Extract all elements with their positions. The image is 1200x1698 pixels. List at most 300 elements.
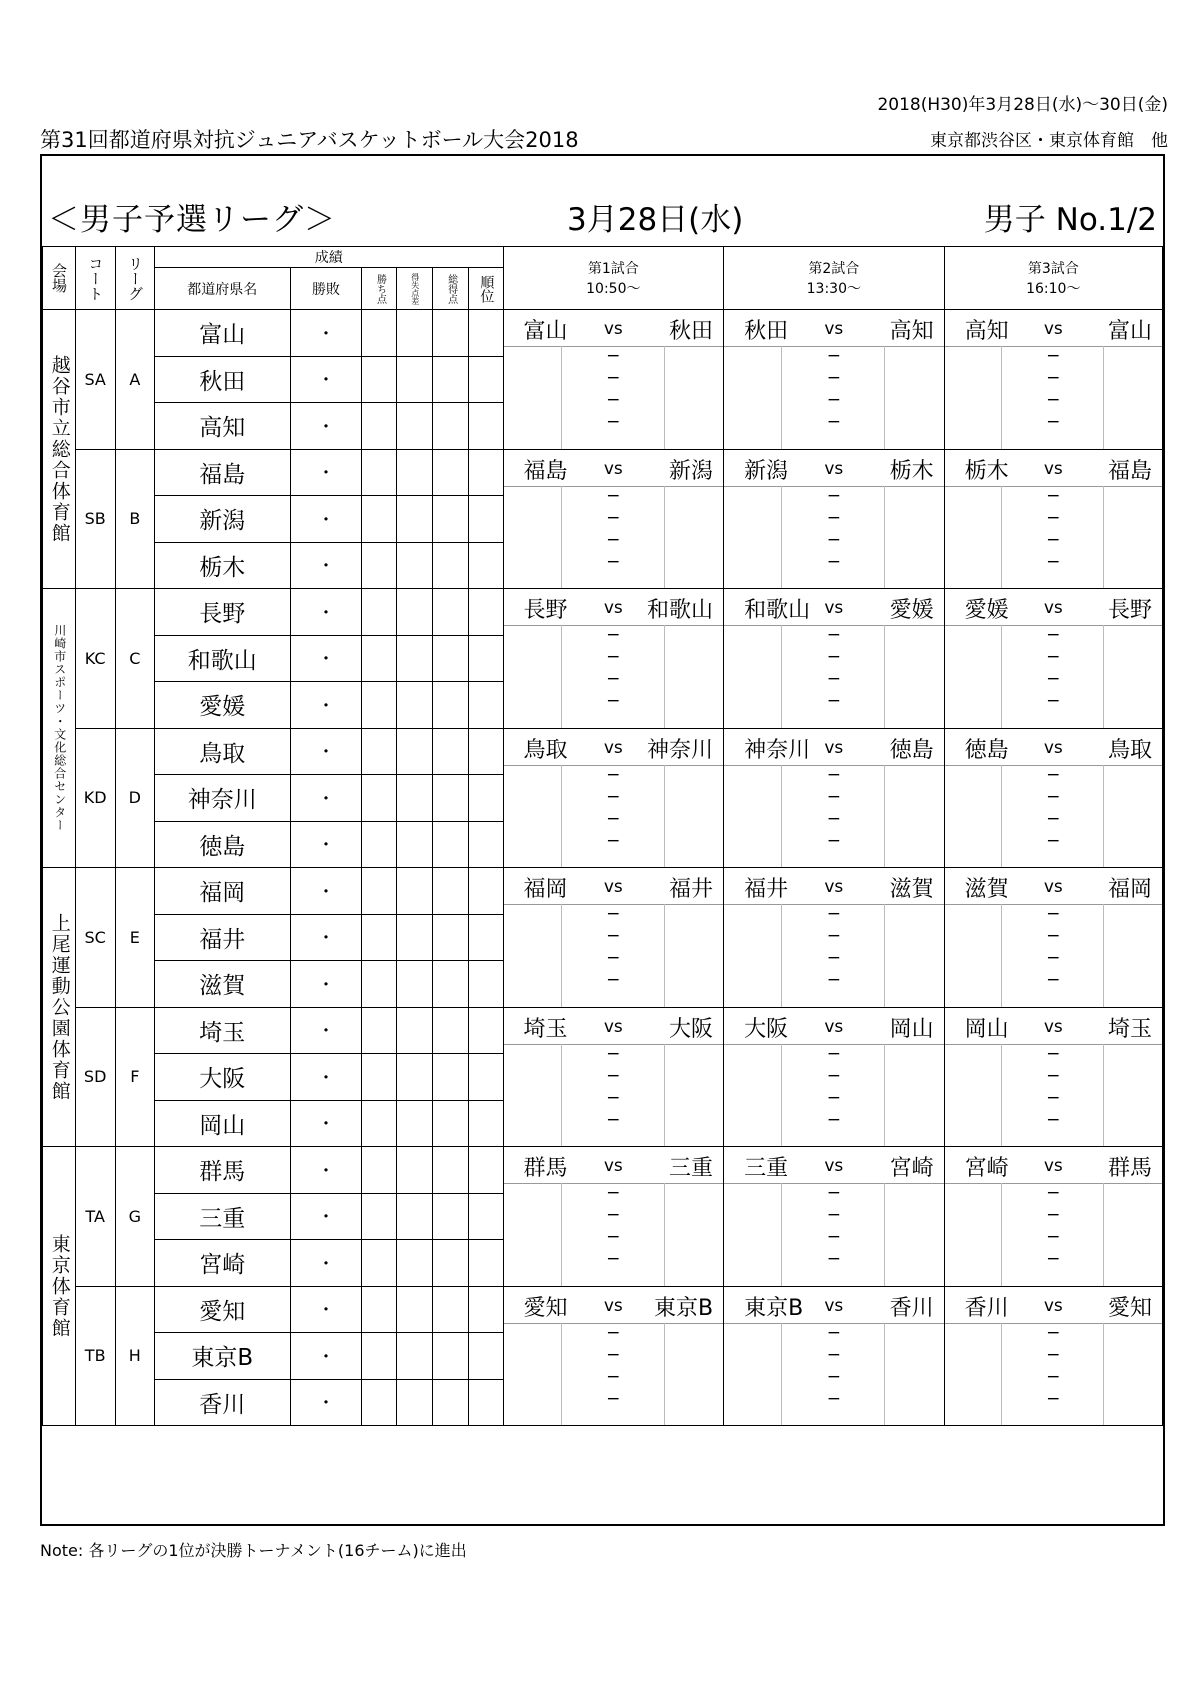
score-divider [884, 904, 885, 1007]
point-diff-cell [397, 1007, 433, 1054]
match-cell [944, 728, 1162, 868]
rank-cell [468, 728, 503, 775]
score-area [945, 1044, 1162, 1147]
point-diff-cell [397, 961, 433, 1008]
table-row [43, 868, 1163, 915]
score-dash: − [1046, 1065, 1061, 1086]
away-team: 愛媛 [889, 598, 934, 623]
point-diff-cell [397, 1054, 433, 1101]
score-dash: − [826, 1087, 841, 1108]
home-team: 神奈川 [744, 737, 811, 763]
match-cell [944, 310, 1162, 450]
court-cell: SD [75, 1007, 115, 1147]
match-header [724, 1287, 944, 1324]
score-dash: − [826, 485, 841, 506]
score-dash: − [606, 948, 621, 968]
score-dash: − [826, 1109, 841, 1130]
score-dash: − [1046, 1344, 1061, 1365]
team-name: 群馬 [154, 1147, 290, 1194]
league-table-body [43, 310, 1163, 1426]
win-points-cell [362, 1100, 397, 1147]
score-dash: − [1046, 786, 1061, 807]
rank-cell [468, 310, 503, 357]
score-divider [561, 904, 562, 1007]
score-dash: − [1046, 507, 1061, 528]
score-dash: − [1046, 346, 1061, 366]
point-diff-cell [397, 821, 433, 868]
rank-cell [468, 1147, 503, 1194]
score-divider [1001, 625, 1002, 728]
away-team: 東京B [653, 1295, 714, 1321]
vs-label: vs [1043, 458, 1063, 479]
total-points-cell [432, 1240, 468, 1287]
vs-label: vs [824, 1156, 844, 1176]
match-header [504, 1008, 724, 1045]
total-points-cell [432, 1100, 468, 1147]
score-dash: − [1046, 412, 1061, 432]
match-header [945, 1147, 1162, 1184]
score-dash: − [1046, 1183, 1061, 1203]
vs-label: vs [1043, 1016, 1063, 1037]
match-cell [944, 589, 1162, 729]
score-area [724, 486, 944, 589]
col-game2: 第2試合 13:30〜 [724, 247, 945, 310]
match-cell [503, 728, 724, 868]
match-cell [724, 589, 945, 729]
win-points-cell [362, 449, 397, 496]
rank-cell [468, 682, 503, 729]
vs-label: vs [603, 458, 623, 479]
score-divider [561, 346, 562, 449]
score-divider [1103, 486, 1104, 589]
score-dash: − [606, 1065, 621, 1086]
score-dash: − [606, 808, 621, 829]
score-divider [664, 1323, 665, 1426]
win-loss-cell: ・ [290, 310, 362, 357]
score-dash: − [1046, 691, 1061, 711]
venue-cell: 上尾運動公園体育館 [43, 868, 76, 1147]
score-dash: − [826, 691, 841, 711]
score-dash: − [826, 786, 841, 807]
score-dash: − [1046, 904, 1061, 924]
team-name: 香川 [154, 1379, 290, 1426]
win-loss-cell: ・ [290, 1193, 362, 1240]
score-area [724, 346, 944, 449]
score-dash: − [606, 1322, 621, 1343]
score-dash: − [1046, 830, 1061, 851]
rank-cell [468, 1100, 503, 1147]
match-cell [503, 868, 724, 1008]
score-divider [561, 1044, 562, 1147]
win-points-cell [362, 1333, 397, 1380]
home-team: 新潟 [744, 458, 789, 484]
score-divider [1001, 1183, 1002, 1286]
team-name: 徳島 [154, 821, 290, 868]
match-header [945, 1287, 1162, 1324]
match-header [724, 1147, 944, 1184]
court-cell: KD [75, 728, 115, 868]
score-area [724, 1183, 944, 1286]
point-diff-cell [397, 868, 433, 915]
league-title: ＜男子予選リーグ＞ [48, 202, 336, 238]
team-name: 栃木 [154, 542, 290, 589]
table-row [43, 1007, 1163, 1054]
away-team: 鳥取 [1107, 737, 1152, 763]
away-team: 新潟 [669, 458, 714, 484]
away-team: 埼玉 [1107, 1016, 1152, 1042]
home-team: 富山 [523, 319, 568, 344]
team-name: 愛媛 [154, 682, 290, 729]
match-cell [503, 449, 724, 589]
away-team: 三重 [669, 1156, 714, 1181]
league-cell: H [115, 1286, 154, 1426]
vs-label: vs [1043, 319, 1063, 339]
score-area [724, 765, 944, 868]
total-points-cell [432, 1193, 468, 1240]
total-points-cell [432, 635, 468, 682]
score-dash: − [606, 926, 621, 946]
away-team: 福島 [1107, 458, 1152, 484]
score-dash: − [826, 390, 841, 410]
point-diff-cell [397, 589, 433, 636]
score-dash: − [1046, 485, 1061, 506]
win-points-cell [362, 589, 397, 636]
away-team: 福井 [669, 877, 714, 902]
total-points-cell [432, 682, 468, 729]
match-cell [724, 868, 945, 1008]
league-cell: E [115, 868, 154, 1008]
rank-cell [468, 635, 503, 682]
rank-cell [468, 496, 503, 543]
match-header [504, 589, 724, 626]
league-cell: B [115, 449, 154, 589]
total-points-cell [432, 403, 468, 450]
score-dash: − [826, 507, 841, 528]
score-area [945, 1323, 1162, 1426]
col-court: コート [75, 247, 115, 310]
total-points-cell [432, 449, 468, 496]
score-dash: − [826, 625, 841, 645]
team-name: 鳥取 [154, 728, 290, 775]
point-diff-cell [397, 1379, 433, 1426]
score-dash: − [606, 412, 621, 432]
win-points-cell [362, 1286, 397, 1333]
total-points-cell [432, 356, 468, 403]
score-area [945, 346, 1162, 449]
score-dash: − [606, 485, 621, 506]
point-diff-cell [397, 682, 433, 729]
match-header [945, 589, 1162, 626]
score-divider [1103, 1183, 1104, 1286]
col-win-loss: 勝敗 [290, 268, 362, 310]
score-divider [1103, 904, 1104, 1007]
score-dash: − [1046, 1249, 1061, 1269]
score-area [945, 625, 1162, 728]
match-header [724, 450, 944, 487]
win-loss-cell: ・ [290, 449, 362, 496]
court-cell: SC [75, 868, 115, 1008]
score-dash: − [1046, 1227, 1061, 1247]
point-diff-cell [397, 1147, 433, 1194]
win-loss-cell: ・ [290, 1333, 362, 1380]
score-divider [1001, 1044, 1002, 1147]
score-dash: − [826, 1344, 841, 1365]
match-cell [724, 1147, 945, 1287]
team-name: 神奈川 [154, 775, 290, 822]
home-team: 大阪 [744, 1016, 789, 1042]
rank-cell [468, 542, 503, 589]
rank-cell [468, 1240, 503, 1287]
rank-cell [468, 914, 503, 961]
rank-cell [468, 589, 503, 636]
score-divider [664, 1183, 665, 1286]
win-loss-cell: ・ [290, 1147, 362, 1194]
col-game1: 第1試合 10:50〜 [503, 247, 724, 310]
total-points-cell [432, 1333, 468, 1380]
away-team: 群馬 [1107, 1156, 1152, 1181]
league-cell: G [115, 1147, 154, 1287]
win-points-cell [362, 1054, 397, 1101]
rank-cell [468, 1286, 503, 1333]
score-dash: − [1046, 625, 1061, 645]
home-team: 東京B [744, 1295, 804, 1321]
home-team: 三重 [744, 1156, 789, 1181]
away-team: 滋賀 [889, 877, 934, 902]
col-point-diff: 得失点差 [397, 268, 433, 310]
win-loss-cell: ・ [290, 961, 362, 1008]
score-area [945, 904, 1162, 1007]
win-points-cell [362, 403, 397, 450]
win-loss-cell: ・ [290, 1054, 362, 1101]
score-dash: − [826, 1249, 841, 1269]
schedule-sheet [40, 154, 1165, 1526]
rank-cell [468, 1333, 503, 1380]
home-team: 群馬 [523, 1156, 568, 1181]
vs-label: vs [1043, 877, 1063, 897]
match-header [945, 868, 1162, 905]
score-dash: − [606, 691, 621, 711]
score-dash: − [606, 1344, 621, 1365]
col-venue: 会場 [43, 247, 76, 310]
away-team: 福岡 [1107, 877, 1152, 902]
win-loss-cell: ・ [290, 542, 362, 589]
score-dash: − [606, 669, 621, 689]
point-diff-cell [397, 775, 433, 822]
match-cell [503, 1147, 724, 1287]
vs-label: vs [603, 319, 623, 339]
rank-cell [468, 1007, 503, 1054]
score-dash: − [606, 764, 621, 785]
vs-label: vs [824, 319, 844, 339]
score-dash: − [1046, 926, 1061, 946]
score-dash: − [826, 1043, 841, 1064]
score-dash: − [606, 551, 621, 572]
win-loss-cell: ・ [290, 496, 362, 543]
total-points-cell [432, 728, 468, 775]
win-points-cell [362, 356, 397, 403]
court-cell: SA [75, 310, 115, 450]
team-name: 福島 [154, 449, 290, 496]
score-dash: − [826, 1227, 841, 1247]
point-diff-cell [397, 356, 433, 403]
win-points-cell [362, 868, 397, 915]
vs-label: vs [603, 1156, 623, 1176]
score-dash: − [606, 1109, 621, 1130]
match-header [945, 729, 1162, 766]
win-loss-cell: ・ [290, 1379, 362, 1426]
win-loss-cell: ・ [290, 635, 362, 682]
total-points-cell [432, 1286, 468, 1333]
score-dash: − [826, 948, 841, 968]
match-cell [944, 1147, 1162, 1287]
match-header [504, 1147, 724, 1184]
score-divider [1001, 765, 1002, 868]
score-divider [561, 1323, 562, 1426]
win-points-cell [362, 496, 397, 543]
score-divider [781, 1183, 782, 1286]
score-area [504, 1183, 724, 1286]
win-loss-cell: ・ [290, 403, 362, 450]
total-points-cell [432, 496, 468, 543]
score-area [945, 486, 1162, 589]
total-points-cell [432, 1054, 468, 1101]
point-diff-cell [397, 1193, 433, 1240]
match-header [945, 450, 1162, 487]
match-header [724, 310, 944, 347]
team-name: 岡山 [154, 1100, 290, 1147]
score-dash: − [1046, 970, 1061, 990]
vs-label: vs [603, 598, 623, 618]
score-divider [1103, 1044, 1104, 1147]
total-points-cell [432, 310, 468, 357]
point-diff-cell [397, 1333, 433, 1380]
win-points-cell [362, 775, 397, 822]
win-loss-cell: ・ [290, 1286, 362, 1333]
rank-cell [468, 961, 503, 1008]
away-team: 香川 [889, 1295, 934, 1321]
match-cell [724, 1007, 945, 1147]
team-name: 福岡 [154, 868, 290, 915]
vs-label: vs [1043, 1295, 1063, 1316]
win-points-cell [362, 1147, 397, 1194]
col-league: リーグ [115, 247, 154, 310]
score-dash: − [1046, 1388, 1061, 1409]
total-points-cell [432, 868, 468, 915]
point-diff-cell [397, 1100, 433, 1147]
score-dash: − [606, 1249, 621, 1269]
score-dash: − [606, 647, 621, 667]
team-name: 秋田 [154, 356, 290, 403]
score-area [504, 486, 724, 589]
match-header [504, 1287, 724, 1324]
score-dash: − [826, 346, 841, 366]
score-divider [1001, 346, 1002, 449]
match-header [504, 729, 724, 766]
vs-label: vs [824, 458, 844, 479]
win-loss-cell: ・ [290, 728, 362, 775]
home-team: 福岡 [523, 877, 568, 902]
sheet-header [42, 156, 1163, 246]
team-name: 新潟 [154, 496, 290, 543]
league-table [42, 246, 1163, 1426]
vs-label: vs [824, 877, 844, 897]
score-dash: − [606, 1205, 621, 1225]
venue-cell: 川崎市スポーツ・文化総合センター [43, 589, 76, 868]
team-name: 長野 [154, 589, 290, 636]
away-team: 高知 [889, 319, 934, 344]
score-dash: − [826, 970, 841, 990]
total-points-cell [432, 961, 468, 1008]
home-team: 福井 [744, 877, 789, 902]
point-diff-cell [397, 728, 433, 775]
away-team: 大阪 [669, 1016, 714, 1042]
vs-label: vs [1043, 1156, 1063, 1176]
point-diff-cell [397, 496, 433, 543]
score-dash: − [826, 808, 841, 829]
match-cell [724, 728, 945, 868]
score-dash: − [606, 1366, 621, 1387]
match-cell [724, 449, 945, 589]
venue-cell: 東京体育館 [43, 1147, 76, 1426]
away-team: 和歌山 [647, 598, 714, 623]
vs-label: vs [603, 737, 623, 758]
score-area [724, 625, 944, 728]
match-header [945, 1008, 1162, 1045]
court-cell: KC [75, 589, 115, 729]
score-dash: − [1046, 1366, 1061, 1387]
vs-label: vs [603, 1295, 623, 1316]
win-points-cell [362, 728, 397, 775]
score-area [504, 1323, 724, 1426]
score-dash: − [826, 764, 841, 785]
match-header [945, 310, 1162, 347]
score-area [504, 1044, 724, 1147]
vs-label: vs [1043, 737, 1063, 758]
court-cell: TB [75, 1286, 115, 1426]
vs-label: vs [824, 737, 844, 758]
match-cell [503, 589, 724, 729]
home-team: 岡山 [964, 1016, 1009, 1042]
score-dash: − [826, 647, 841, 667]
score-divider [781, 625, 782, 728]
venue-summary: 東京都渋谷区・東京体育館 他 [930, 131, 1168, 151]
date-range: 2018(H30)年3月28日(水)〜30日(金) [877, 95, 1168, 115]
match-header [724, 1008, 944, 1045]
score-dash: − [606, 1388, 621, 1409]
score-divider [884, 625, 885, 728]
league-cell: C [115, 589, 154, 729]
league-cell: F [115, 1007, 154, 1147]
score-dash: − [826, 1388, 841, 1409]
away-team: 宮崎 [889, 1156, 934, 1181]
vs-label: vs [824, 598, 844, 618]
match-cell [503, 1007, 724, 1147]
rank-cell [468, 775, 503, 822]
score-area [945, 765, 1162, 868]
point-diff-cell [397, 1286, 433, 1333]
score-dash: − [826, 1322, 841, 1343]
match-cell [503, 310, 724, 450]
win-points-cell [362, 1007, 397, 1054]
score-divider [781, 1044, 782, 1147]
win-loss-cell: ・ [290, 356, 362, 403]
match-cell [724, 1286, 945, 1426]
away-team: 岡山 [889, 1016, 934, 1042]
point-diff-cell [397, 635, 433, 682]
team-name: 福井 [154, 914, 290, 961]
tournament-title: 第31回都道府県対抗ジュニアバスケットボール大会2018 [40, 128, 579, 152]
win-points-cell [362, 961, 397, 1008]
